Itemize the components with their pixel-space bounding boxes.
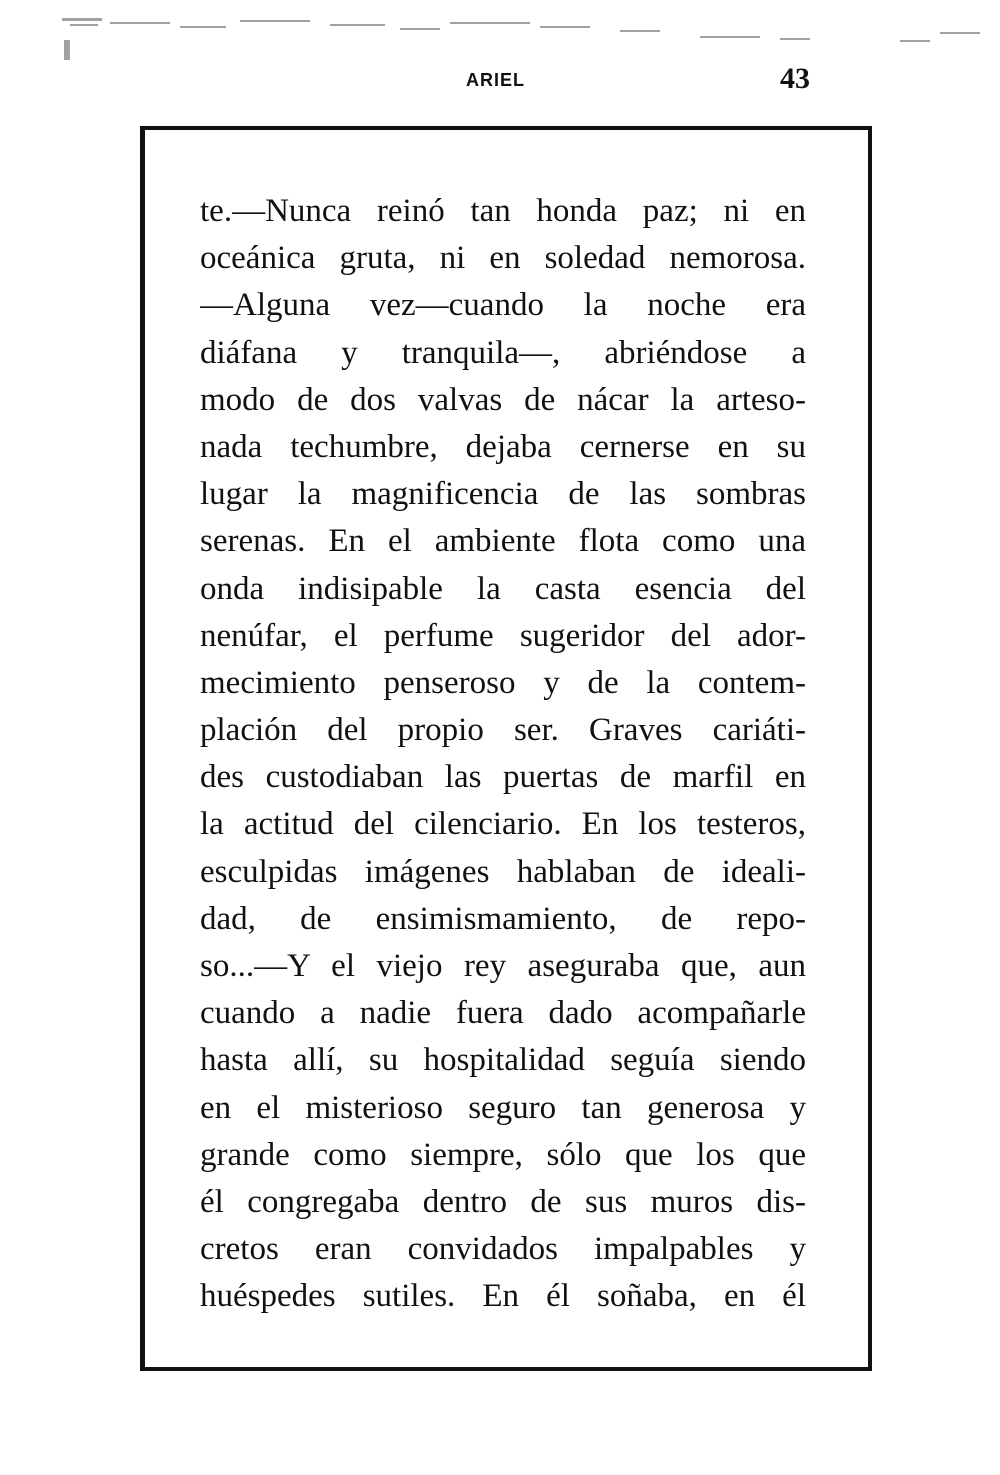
text-line: diáfana y tranquila—, abriéndose a — [200, 334, 806, 371]
text-line: él congregaba dentro de sus muros dis- — [200, 1183, 806, 1220]
text-line: —Alguna vez—cuando la noche era — [200, 287, 806, 324]
text-line: onda indisipable la casta esencia del — [200, 570, 806, 607]
text-line: lugar la magnificencia de las sombras — [200, 476, 806, 513]
text-line: huéspedes sutiles. En él soñaba, en él — [200, 1278, 806, 1315]
running-header — [140, 62, 810, 102]
text-line: so...—Y el viejo rey aseguraba que, aun — [200, 948, 806, 984]
text-line: dad, de ensimismamiento, de repo- — [200, 900, 806, 937]
text-line: serenas. En el ambiente flota como una — [200, 523, 806, 560]
text-line: grande como siempre, sólo que los que — [200, 1136, 806, 1173]
text-line: modo de dos valvas de nácar la arteso- — [200, 381, 806, 418]
text-line: en el misterioso seguro tan generosa y — [200, 1089, 806, 1126]
text-line: nenúfar, el perfume sugeridor del ador- — [200, 617, 806, 654]
text-line: esculpidas imágenes hablaban de ideali- — [200, 853, 806, 890]
text-line: mecimiento penseroso y de la contem- — [200, 664, 806, 701]
text-line: hasta allí, su hospitalidad seguía siendo — [200, 1042, 806, 1079]
text-line: cretos eran convidados impalpables y — [200, 1231, 806, 1268]
text-line: la actitud del cilenciario. En los testeros, — [200, 806, 806, 843]
running-title: ARIEL — [466, 70, 525, 90]
text-line: cuando a nadie fuera dado acompañarle — [200, 995, 806, 1032]
text-line: des custodiaban las puertas de marfil en — [200, 759, 806, 796]
text-line: plación del propio ser. Graves cariáti- — [200, 712, 806, 749]
text-line: oceánica gruta, ni en soledad nemorosa. — [200, 240, 806, 277]
text-line: nada techumbre, dejaba cernerse en su — [200, 428, 806, 465]
page-number: 43 — [780, 62, 810, 95]
body-text — [200, 188, 806, 1321]
text-line: te.—Nunca reinó tan honda paz; ni en — [200, 193, 806, 229]
